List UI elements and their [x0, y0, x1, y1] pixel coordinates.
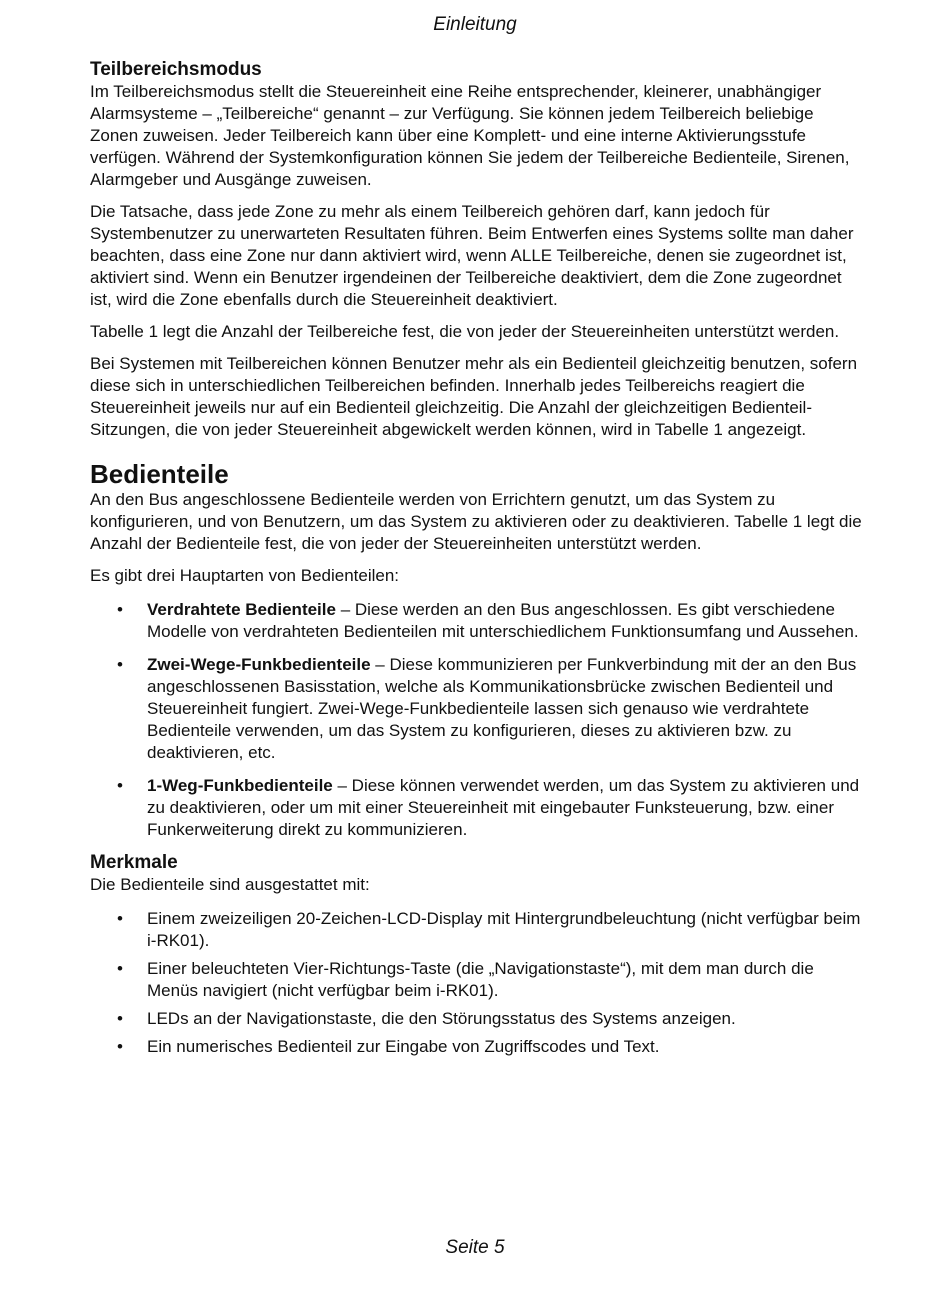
list-item-description: – Diese können verwendet werden, um das System zu aktivieren und zu deaktivieren, oder um mit einer Steuereinheit mit eingebauter Funksteuerung, bzw. einer Funkerweiterung direkt zu kommunizieren.	[147, 776, 860, 839]
list-item-text: Ein numerisches Bedienteil zur Eingabe von Zugriffscodes und Text.	[147, 1037, 660, 1056]
paragraph: An den Bus angeschlossene Bedienteile werden von Errichtern genutzt, um das System zu konfigurieren, und von Benutzern, um das System zu aktivieren oder zu deaktivieren. Tabelle 1 legt die Anzahl der Bedienteile fest, die von jeder der Steuereinheiten unterstützt werden.	[90, 490, 862, 553]
paragraph: Bei Systemen mit Teilbereichen können Benutzer mehr als ein Bedienteil gleichzeitig benutzen, sofern diese sich in unterschiedlichen Teilbereichen befinden. Innerhalb jedes Teilbereichs reagiert die Steuereinheit jeweils nur auf ein Bedienteil gleichzeitig. Die Anzahl der gleichzeitigen Bedienteil-Sitzungen, die von jeder Steuereinheit abgewickelt werden können, wird in Tabelle 1 angezeigt.	[90, 354, 858, 439]
page-header: Einleitung	[433, 14, 517, 35]
list-item-text: LEDs an der Navigationstaste, die den Störungsstatus des Systems anzeigen.	[147, 1009, 736, 1028]
heading-merkmale: Merkmale	[90, 852, 178, 873]
page-number: Seite 5	[445, 1237, 505, 1258]
bullet-icon: •	[117, 1037, 123, 1056]
list-item	[90, 599, 865, 643]
bullet-icon: •	[117, 600, 123, 619]
list-item-text: Einer beleuchteten Vier-Richtungs-Taste (die „Navigationstaste“), mit dem man durch die Menüs navigiert (nicht verfügbar beim i-RK01).	[147, 959, 814, 1000]
list-item-term: 1-Weg-Funkbedienteile	[147, 776, 333, 795]
paragraph: Es gibt drei Hauptarten von Bedienteilen:	[90, 566, 400, 585]
list-item-description: – Diese werden an den Bus angeschlossen. Es gibt verschiedene Modelle von verdrahteten Bedienteilen mit unterschiedlichem Funktionsumfang und Aussehen.	[147, 600, 859, 641]
list-item	[90, 958, 865, 1002]
features-list	[90, 908, 865, 1058]
list-item-text: Einem zweizeiligen 20-Zeichen-LCD-Display mit Hintergrundbeleuchtung (nicht verfügbar beim i-RK01).	[147, 909, 861, 950]
list-item-description: – Diese kommunizieren per Funkverbindung mit der an den Bus angeschlossenen Basisstation, welche als Kommunikationsbrücke zwischen Bedienteil und Steuereinheit fungiert. Zwei-Wege-Funkbedienteile lassen sich genauso wie verdrahtete Bedienteile verwenden, um das System zu konfigurieren, dieses zu aktivieren bzw. zu deaktivieren, etc.	[147, 655, 857, 762]
list-item	[90, 1008, 865, 1030]
list-item	[90, 775, 865, 841]
bullet-icon: •	[117, 959, 123, 978]
paragraph: Die Bedienteile sind ausgestattet mit:	[90, 875, 370, 894]
list-item-term: Zwei-Wege-Funkbedienteile	[147, 655, 371, 674]
bullet-icon: •	[117, 776, 123, 795]
bullet-icon: •	[117, 1009, 123, 1028]
heading-teilbereichsmodus: Teilbereichsmodus	[90, 59, 262, 80]
paragraph: Im Teilbereichsmodus stellt die Steuereinheit eine Reihe entsprechender, kleinerer, unabhängiger Alarmsysteme – „Teilbereiche“ genannt – zur Verfügung. Sie können jedem Teilbereich beliebige Zonen zuweisen. Jeder Teilbereich kann über eine Komplett- und eine interne Aktivierungsstufe verfügen. Während der Systemkonfiguration können Sie jedem der Teilbereiche Bedienteile, Sirenen, Alarmgeber und Ausgänge zuweisen.	[90, 82, 850, 189]
paragraph: Tabelle 1 legt die Anzahl der Teilbereiche fest, die von jeder der Steuereinheiten unterstützt werden.	[90, 322, 840, 341]
list-item	[90, 1036, 865, 1058]
page-content	[90, 59, 865, 1064]
list-item	[90, 908, 865, 952]
list-item-term: Verdrahtete Bedienteile	[147, 600, 336, 619]
list-item	[90, 654, 865, 764]
heading-bedienteile: Bedienteile	[90, 459, 229, 489]
keypad-types-list	[90, 599, 865, 841]
paragraph: Die Tatsache, dass jede Zone zu mehr als einem Teilbereich gehören darf, kann jedoch für Systembenutzer zu unerwarteten Resultaten führen. Beim Entwerfen eines Systems sollte man daher beachten, dass eine Zone nur dann aktiviert wird, wenn ALLE Teilbereiche, denen sie zugeordnet ist, aktiviert sind. Wenn ein Benutzer irgendeinen der Teilbereiche deaktiviert, dem die Zone zugeordnet ist, wird die Zone ebenfalls durch die Steuereinheit deaktiviert.	[90, 202, 854, 309]
bullet-icon: •	[117, 655, 123, 674]
bullet-icon: •	[117, 909, 123, 928]
